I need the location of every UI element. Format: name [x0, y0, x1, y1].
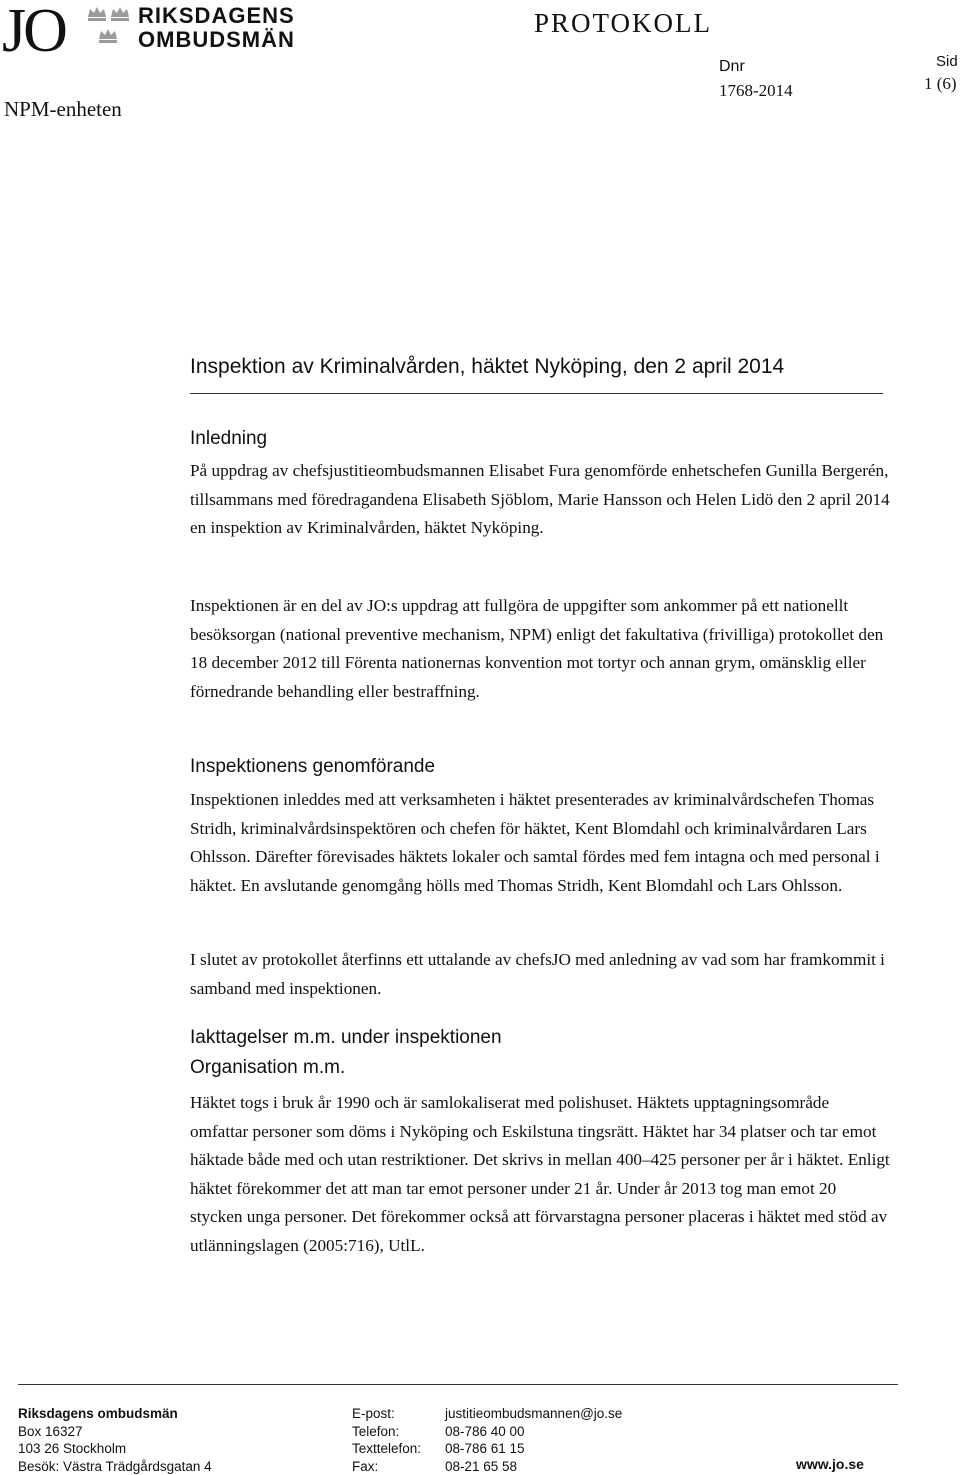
section-heading-iakttagelser: Iakttagelser m.m. under inspektionen	[190, 1027, 890, 1049]
logo-jo-letters: JO	[2, 0, 65, 62]
crowns-logo-icon	[86, 3, 132, 49]
footer-website-link[interactable]: www.jo.se	[796, 1456, 864, 1472]
footer-contact	[352, 1405, 622, 1475]
page-label: Sid	[936, 53, 958, 70]
footer-visit-address: Besök: Västra Trädgårdsgatan 4	[18, 1458, 212, 1475]
title-divider	[190, 393, 883, 394]
logo-org-line2: OMBUDSMÄN	[138, 28, 295, 52]
email-label: E-post:	[352, 1405, 445, 1423]
section-heading-genomforande: Inspektionens genomförande	[190, 756, 890, 778]
logo-org-line1: RIKSDAGENS	[138, 4, 295, 28]
page-number: 1 (6)	[924, 74, 957, 94]
logo-org-name	[138, 4, 295, 52]
paragraph-genomforande-1: Inspektionen inleddes med att verksamheten i häktet presenterades av kriminalvårdschefen Thomas Stridh, kriminalvårdsinspektören och chefen för häktet, Kent Blomdahl och kriminalvårdaren Lars Ohlsson. Därefter förevisades häktets lokaler och samtal fördes med fem intagna och med personal i häktet. En avslutande genomgång hölls med Thomas Stridh, Kent Blomdahl och Lars Ohlsson.	[190, 786, 890, 900]
footer-divider	[18, 1384, 898, 1385]
dnr-value: 1768-2014	[719, 81, 793, 101]
dnr-label: Dnr	[719, 58, 745, 76]
section-heading-inledning: Inledning	[190, 428, 890, 450]
footer-address	[18, 1405, 212, 1475]
email-value[interactable]: justitieombudsmannen@jo.se	[445, 1405, 622, 1423]
phone-label: Telefon:	[352, 1423, 445, 1441]
paragraph-inledning-1: På uppdrag av chefsjustitieombudsmannen Elisabet Fura genomförde enhetschefen Gunilla Bergerén, tillsammans med föredragandena Elisabeth Sjöblom, Marie Hansson och Helen Lidö den 2 april 2014 en inspektion av Kriminalvården, häktet Nyköping.	[190, 457, 890, 543]
subsection-heading-organisation: Organisation m.m.	[190, 1057, 890, 1079]
fax-value: 08-21 65 58	[445, 1458, 622, 1475]
textphone-value: 08-786 61 15	[445, 1440, 622, 1458]
textphone-label: Texttelefon:	[352, 1440, 445, 1458]
unit-name: NPM-enheten	[4, 97, 122, 122]
phone-value: 08-786 40 00	[445, 1423, 622, 1441]
document-type: PROTOKOLL	[534, 8, 712, 39]
paragraph-inledning-2: Inspektionen är en del av JO:s uppdrag att fullgöra de uppgifter som ankommer på ett nationellt besöksorgan (national preventive mechanism, NPM) enligt det fakultativa (frivilliga) protokollet den 18 december 2012 till Förenta nationernas konvention mot tortyr och annan grym, omänsklig eller förnedrande behandling eller bestraffning.	[190, 592, 890, 706]
footer-org-name: Riksdagens ombudsmän	[18, 1405, 212, 1423]
paragraph-organisation-1: Häktet togs i bruk år 1990 och är samlokaliserat med polishuset. Häktets upptagningsområde omfattar personer som döms i Nyköping och Eskilstuna tingsrätt. Häktet har 34 platser och tar emot häktade både med och utan restriktioner. Det skrivs in mellan 400–425 personer per år i häktet. Enligt häktet förekommer det att man tar emot personer under 21 år. Under år 2013 tog man emot 20 stycken unga personer. Det förekommer också att förvarstagna personer placeras i häktet med stöd av utlänningslagen (2005:716), UtlL.	[190, 1089, 890, 1260]
fax-label: Fax:	[352, 1458, 445, 1475]
footer-postal: 103 26 Stockholm	[18, 1440, 212, 1458]
paragraph-genomforande-2: I slutet av protokollet återfinns ett uttalande av chefsJO med anledning av vad som har framkommit i samband med inspektionen.	[190, 946, 890, 1003]
footer-box: Box 16327	[18, 1423, 212, 1441]
document-title: Inspektion av Kriminalvården, häktet Nyköping, den 2 april 2014	[190, 355, 784, 379]
